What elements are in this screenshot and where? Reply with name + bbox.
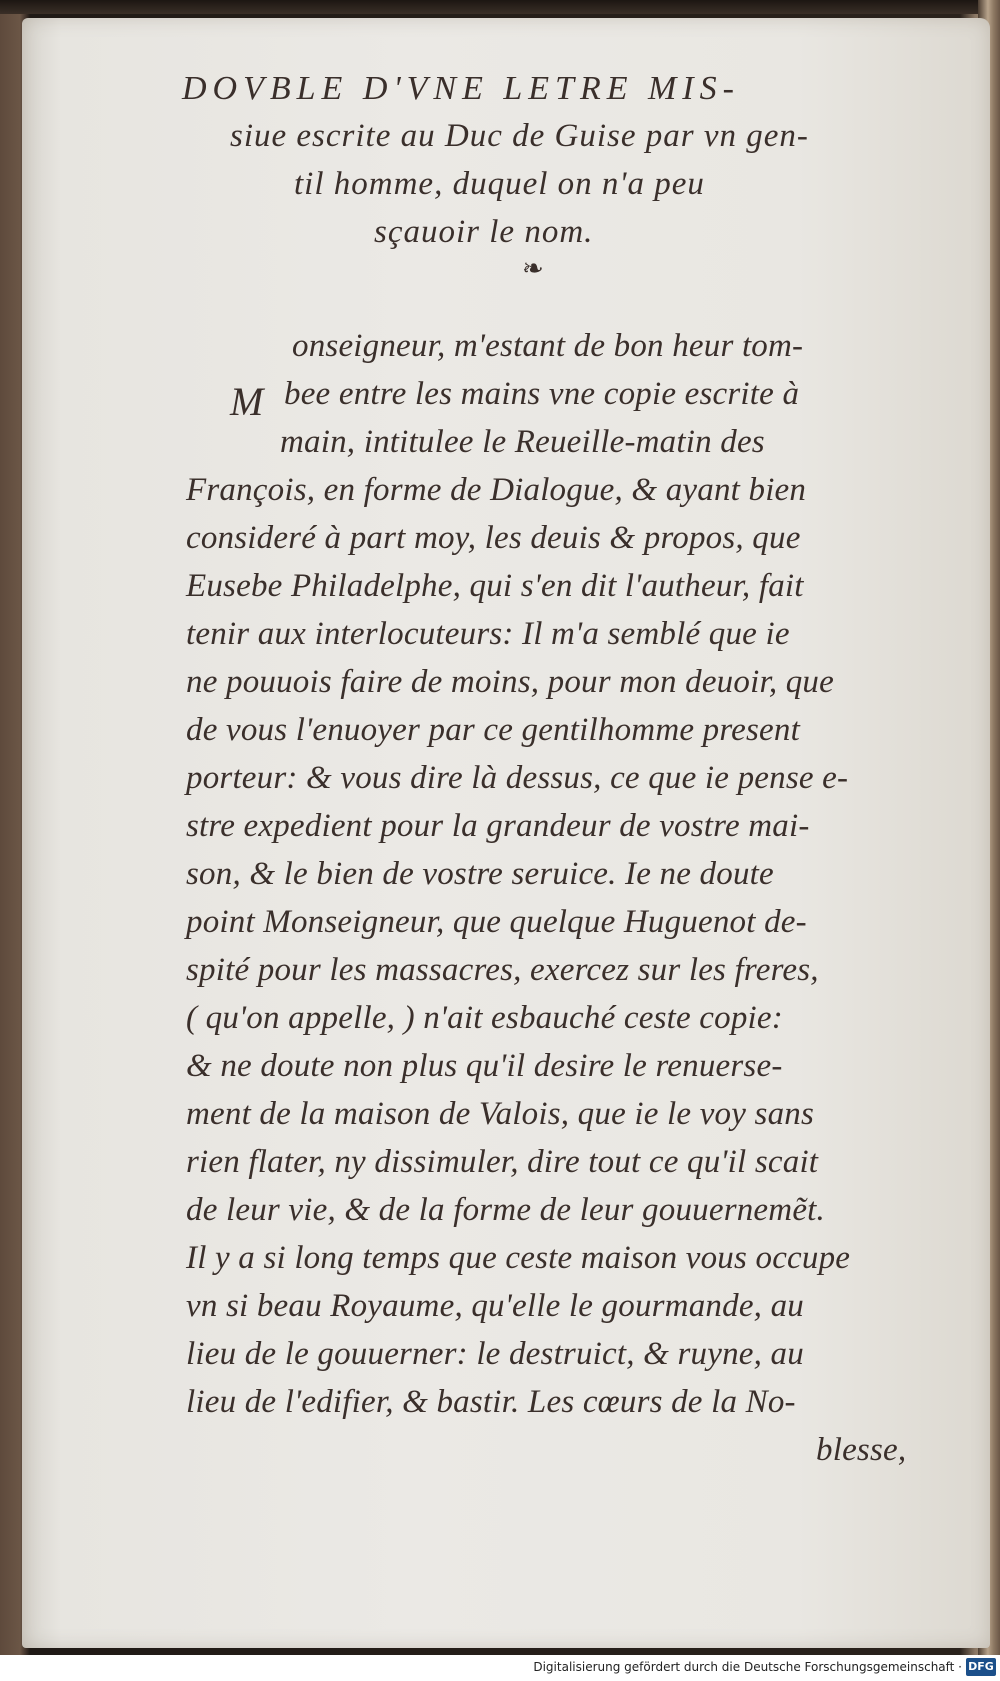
- body-line: onseigneur, m'estant de bon heur tom-: [292, 328, 804, 364]
- body-line: vn si beau Royaume, qu'elle le gourmande, au: [186, 1288, 804, 1324]
- title-line-4: sçauoir le nom.: [374, 214, 594, 250]
- body-line: spité pour les massacres, exercez sur les freres,: [186, 952, 819, 988]
- body-line: bee entre les mains vne copie escrite à: [284, 376, 800, 412]
- body-line: ( qu'on appelle, ) n'ait esbauché ceste copie:: [186, 1000, 783, 1036]
- body-line: Il y a si long temps que ceste maison vous occupe: [186, 1240, 851, 1276]
- body-line: tenir aux interlocuteurs: Il m'a semblé que ie: [186, 616, 790, 652]
- title-line-2: siue escrite au Duc de Guise par vn gen-: [230, 118, 809, 154]
- body-line: porteur: & vous dire là dessus, ce que ie pense e-: [186, 760, 849, 796]
- book-top-edge: [0, 0, 1000, 14]
- body-line: consideré à part moy, les deuis & propos, que: [186, 520, 801, 556]
- body-line: lieu de le gouuerner: le destruict, & ruyne, au: [186, 1336, 804, 1372]
- digitization-footer: [0, 1655, 1000, 1681]
- book-page: [22, 18, 990, 1648]
- drop-capital: M: [230, 379, 264, 424]
- body-line: de leur vie, & de la forme de leur gouuernemẽt.: [186, 1192, 825, 1228]
- body-line: son, & le bien de vostre seruice. Ie ne doute: [186, 856, 774, 892]
- page-text: [22, 18, 990, 1648]
- body-line: lieu de l'edifier, & bastir. Les cœurs de la No-: [186, 1384, 796, 1420]
- body-line: stre expedient pour la grandeur de vostre mai-: [186, 808, 810, 844]
- body-line: ment de la maison de Valois, que ie le voy sans: [186, 1096, 815, 1132]
- dfg-logo-icon: DFG: [966, 1658, 996, 1676]
- title-line-1: DOVBLE D'VNE LETRE MIS-: [182, 70, 740, 107]
- title-line-3: til homme, duquel on n'a peu: [294, 166, 705, 202]
- body-line: de vous l'enuoyer par ce gentilhomme present: [186, 712, 800, 748]
- body-line: rien flater, ny dissimuler, dire tout ce qu'il scait: [186, 1144, 819, 1180]
- body-line: ne pouuois faire de moins, pour mon deuoir, que: [186, 664, 834, 700]
- funding-credit: Digitalisierung gefördert durch die Deutsche Forschungsgemeinschaft ·: [533, 1660, 962, 1674]
- body-line: main, intitulee le Reueille-matin des: [280, 424, 765, 460]
- catchword: blesse,: [816, 1432, 907, 1468]
- body-line: Eusebe Philadelphe, qui s'en dit l'autheur, fait: [186, 568, 804, 604]
- body-line: François, en forme de Dialogue, & ayant bien: [186, 472, 807, 508]
- ornament-icon: ❧: [522, 254, 544, 283]
- body-line: point Monseigneur, que quelque Huguenot de-: [186, 904, 807, 940]
- body-line: & ne doute non plus qu'il desire le renuerse-: [186, 1048, 783, 1084]
